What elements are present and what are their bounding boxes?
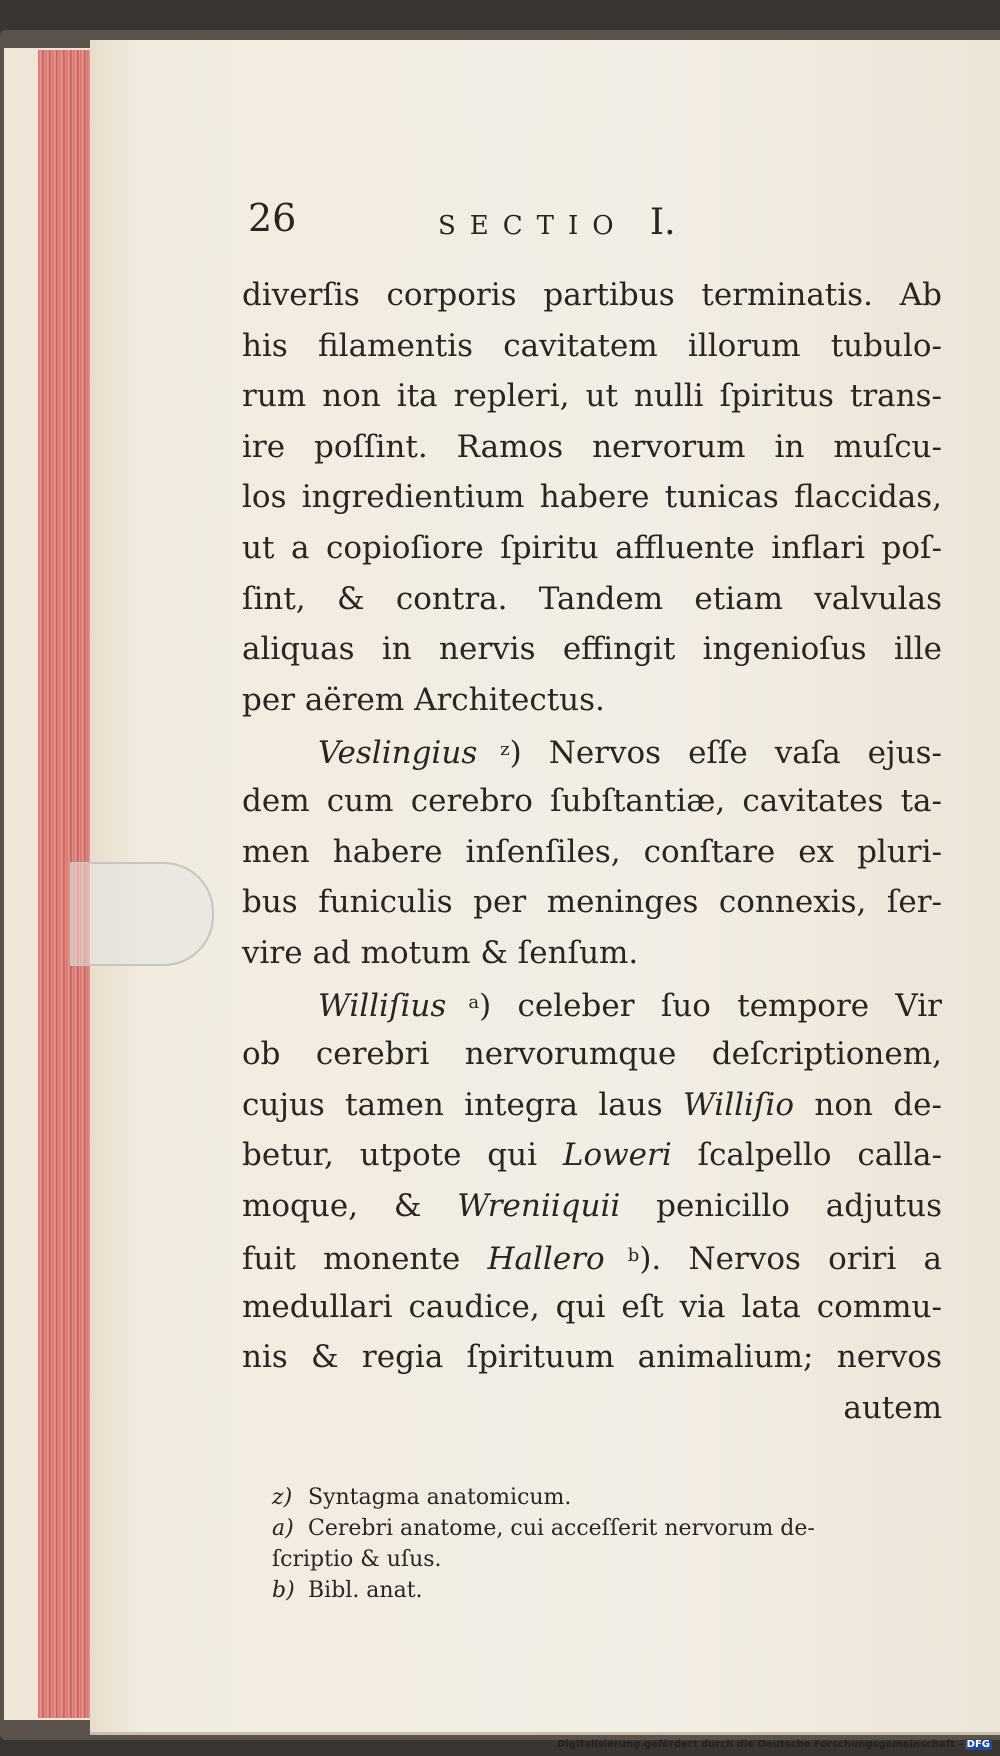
text-segment: his filamentis cavitatem illorum tubulo- xyxy=(242,327,942,364)
text-segment: fuit monente xyxy=(242,1241,488,1278)
footnote-text: Syntagma anatomicum. xyxy=(308,1484,572,1510)
footnote-text: ſcriptio & uſus. xyxy=(272,1546,442,1572)
text-line xyxy=(242,1029,942,1080)
footnote-marker: z) xyxy=(272,1484,293,1510)
footnote xyxy=(272,1482,942,1513)
text-segment: ſcalpello calla- xyxy=(671,1137,942,1174)
text-segment: penicillo adjutus xyxy=(620,1187,942,1224)
text-segment: ) celeber ſuo tempore Vir xyxy=(479,988,942,1025)
credit-text: Digitalisierung gefördert durch die Deutsche Forschungsgemeinschaft - xyxy=(557,1739,963,1750)
catchword xyxy=(242,1383,942,1434)
text-segment: ſint, & contra. Tandem etiam valvulas xyxy=(242,580,942,617)
text-segment: ut a copioſiore ſpiritu affluente inflari poſ- xyxy=(242,529,942,566)
text-segment: diverſis corporis partibus terminatis. Ab xyxy=(242,277,942,313)
text-line xyxy=(242,574,942,625)
text-line xyxy=(242,1080,942,1131)
italic-name: Wreniiquii xyxy=(457,1187,621,1224)
text-segment: ) Nervos eſſe vaſa ejus- xyxy=(509,735,942,772)
text-segment: ire poſſint. Ramos nervorum in muſcu- xyxy=(242,428,942,465)
footnote xyxy=(272,1544,942,1575)
footnote-text: Cerebri anatome, cui acceſſerit nervorum de- xyxy=(308,1515,815,1541)
text-segment: moque, & xyxy=(242,1187,458,1224)
footnote-marker: b) xyxy=(272,1577,295,1603)
text-segment: per aërem Architectus. xyxy=(242,681,605,718)
footnotes xyxy=(242,1482,942,1606)
page-number: 26 xyxy=(248,196,297,240)
text-segment: aliquas in nervis effingit ingenioſus ille xyxy=(242,631,942,668)
section-numeral: I. xyxy=(649,202,676,243)
footnote-text: Bibl. anat. xyxy=(308,1577,423,1603)
text-line xyxy=(242,928,942,979)
text-line xyxy=(242,270,942,321)
text-segment: non de- xyxy=(794,1086,942,1123)
text-segment: dem cum cerebro ſubſtantiæ, cavitates ta- xyxy=(242,782,942,819)
footnote-marker: a) xyxy=(272,1515,294,1541)
text-line xyxy=(242,1181,942,1232)
text-segment: vire ad motum & ſenſum. xyxy=(242,934,639,971)
dfg-logo: DFG xyxy=(966,1739,990,1750)
italic-name: Hallero xyxy=(487,1241,605,1278)
text-block xyxy=(242,196,942,1606)
text-line xyxy=(242,877,942,928)
text-segment: ob cerebri nervorumque deſcriptionem, xyxy=(242,1035,942,1072)
footnote-ref: a xyxy=(446,992,480,1014)
text-line xyxy=(242,978,942,1029)
italic-name: Loweri xyxy=(562,1137,672,1174)
text-segment: betur, utpote qui xyxy=(242,1137,563,1174)
text-segment: rum non ita repleri, ut nulli ſpiritus trans- xyxy=(242,378,942,415)
text-line xyxy=(242,371,942,422)
body-text xyxy=(242,270,942,1434)
text-segment: medullari caudice, qui eſt via lata commu- xyxy=(242,1288,942,1325)
text-segment: los ingredientium habere tunicas flaccidas, xyxy=(242,479,942,516)
text-line xyxy=(242,776,942,827)
section-word: SECTIO xyxy=(438,211,628,241)
footnote-ref: b xyxy=(604,1245,640,1267)
text-line xyxy=(242,1231,942,1282)
text-line xyxy=(242,827,942,878)
text-segment: bus funiculis per meninges connexis, ſer- xyxy=(242,884,942,921)
footnote xyxy=(272,1575,942,1606)
text-line xyxy=(242,321,942,372)
footnote xyxy=(272,1513,942,1544)
text-line xyxy=(242,675,942,726)
text-line xyxy=(242,624,942,675)
italic-name: Williſio xyxy=(682,1086,795,1123)
text-line xyxy=(242,472,942,523)
italic-name: Williſius xyxy=(318,988,447,1025)
running-head xyxy=(438,202,676,243)
text-segment: nis & regia ſpirituum animalium; nervos xyxy=(242,1339,942,1376)
text-segment: ). Nervos oriri a xyxy=(639,1241,943,1278)
text-line xyxy=(242,725,942,776)
text-segment: men habere inſenſiles, conſtare ex pluri- xyxy=(242,833,942,870)
italic-name: Veslingius xyxy=(318,735,478,772)
text-segment: autem xyxy=(843,1390,942,1427)
text-segment: cujus tamen integra laus xyxy=(242,1086,683,1123)
footnote-ref: z xyxy=(477,739,510,761)
page-header xyxy=(242,196,942,260)
page-clip xyxy=(70,862,214,966)
text-line xyxy=(242,1332,942,1383)
text-line xyxy=(242,1130,942,1181)
text-line xyxy=(242,523,942,574)
digitization-credit xyxy=(557,1739,992,1750)
text-line xyxy=(242,1282,942,1333)
text-line xyxy=(242,422,942,473)
